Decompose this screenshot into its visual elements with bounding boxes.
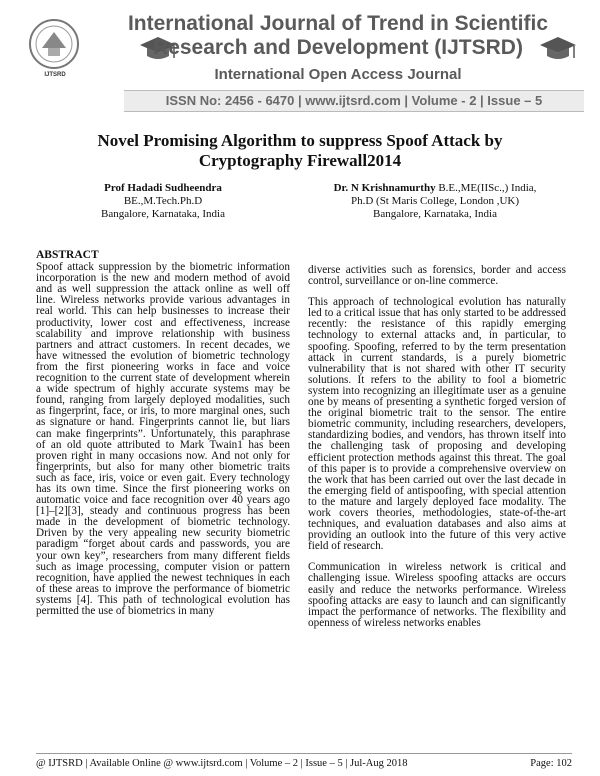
abstract-paragraph: Spoof attack suppression by the biometric information incorporation is the new and modern method of avoid and as well suppression the attack online as well off line. Wireless networks provide various advantages in real world. This can help businesses to increase their productivity, lower cost and effectiveness, increase scalability and improve relationship with business partners and attract customers. In recent decades, we have witnessed the evolution of biometric technology from the first pioneering works in face and voice recognition to the current state of development wherein a wide spectrum of highly accurate systems may be found, ranging from largely deployed modalities, such as fingerprint, face, or iris, to more marginal ones, such as signature or hand. Fingerprints cannot lie, but liars can make fingerprints”. Unfortunately, this paraphrase of an old quote attributed to Mark Twain1 has been proven right in many occasions now. And not only for fingerprints, but also for many other biometric traits such as face, iris, voice or even gait. Every technology has its own time. Since the first pioneering works on automatic voice and face recognition over 40 years ago [1]–[2][3], steady and continuous progress has been made in the development of biometric technology. Driven by the very appealing new security biometric paradigm “forget about cards and passwords, you are your own key”, researchers from many different fields such as image processing, computer vision or pattern recognition, have applied the newest techniques in each of these areas to improve the performance of biometric systems [4]. This path of technological evolution has permitted the use of biometrics in many <box>36 261 290 617</box>
page-footer <box>36 753 572 769</box>
journal-title-line1: International Journal of Trend in Scientific <box>127 12 549 35</box>
author-degree: BE.,M.Tech.Ph.D <box>123 195 203 207</box>
journal-title-line2: Research and Development (IJTSRD) <box>153 36 523 59</box>
footer-info: @ IJTSRD | Available Online @ www.ijtsrd.com | Volume – 2 | Issue – 5 | Jul-Aug 2018 <box>36 758 408 769</box>
body-paragraph: diverse activities such as forensics, border and access control, surveillance or on-line commerce. <box>308 264 566 288</box>
journal-header <box>18 8 584 112</box>
paper-title <box>60 131 540 171</box>
author-name: Prof Hadadi Sudheendra <box>104 182 222 194</box>
ijtsrd-logo-icon <box>28 18 80 70</box>
author-affiliation: Ph.D (St Maris College, London ,UK) <box>350 195 520 207</box>
column-left <box>36 250 290 627</box>
abstract-heading: ABSTRACT <box>36 249 99 261</box>
logo-text: IJTSRD <box>44 72 66 78</box>
page-number: Page: 102 <box>530 758 572 769</box>
author-location: Bangalore, Karnataka, India <box>101 208 225 220</box>
author-location: Bangalore, Karnataka, India <box>373 208 497 220</box>
issn-bar: ISSN No: 2456 - 6470 | www.ijtsrd.com | Volume - 2 | Issue – 5 <box>124 90 584 112</box>
author-right <box>300 182 570 221</box>
author-name: Dr. N Krishnamurthy <box>333 182 436 194</box>
journal-subtitle: International Open Access Journal <box>214 66 462 83</box>
paper-title-line1: Novel Promising Algorithm to suppress Spoof Attack by <box>97 131 503 150</box>
journal-title <box>98 12 578 60</box>
author-degree: B.E.,ME(IISc.,) India, <box>435 182 537 194</box>
body-paragraph: This approach of technological evolution has naturally led to a critical issue that has only started to be addressed recently: the resistance of this rapidly emerging technology to external attacks and, in particular, to spoofing. Spoofing, referred to by the term presentation attack in current standards, is a purely biometric vulnerability that is not shared with other IT security solutions. It refers to the ability to fool a biometric system into recognizing an illegitimate user as a genuine one by means of presenting a synthetic forged version of the original biometric trait to the sensor. The entire biometric community, including researchers, developers, standardizing bodies, and vendors, has thrown itself into the challenging task of proposing and developing efficient protection methods against this threat. The goal of this paper is to provide a comprehensive overview on the work that has been carried out over the last decade in the emerging field of antispoofing, with special attention to the mature and largely deployed face modality. The work covers theories, methodologies, state-of-the-art techniques, and evaluation databases and also aims at providing an outlook into the future of this very active field of research. <box>308 296 566 553</box>
column-right <box>308 265 566 639</box>
author-left <box>36 182 290 221</box>
body-paragraph: Communication in wireless network is critical and challenging issue. Wireless spoofing attacks are occurs easily and reduce the networks performance. Wireless spoofing attacks are easy to launch and can significantly impact the performance of networks. The flexibility and openness of wireless networks enables <box>308 561 566 629</box>
paper-title-line2: Cryptography Firewall2014 <box>198 151 402 170</box>
